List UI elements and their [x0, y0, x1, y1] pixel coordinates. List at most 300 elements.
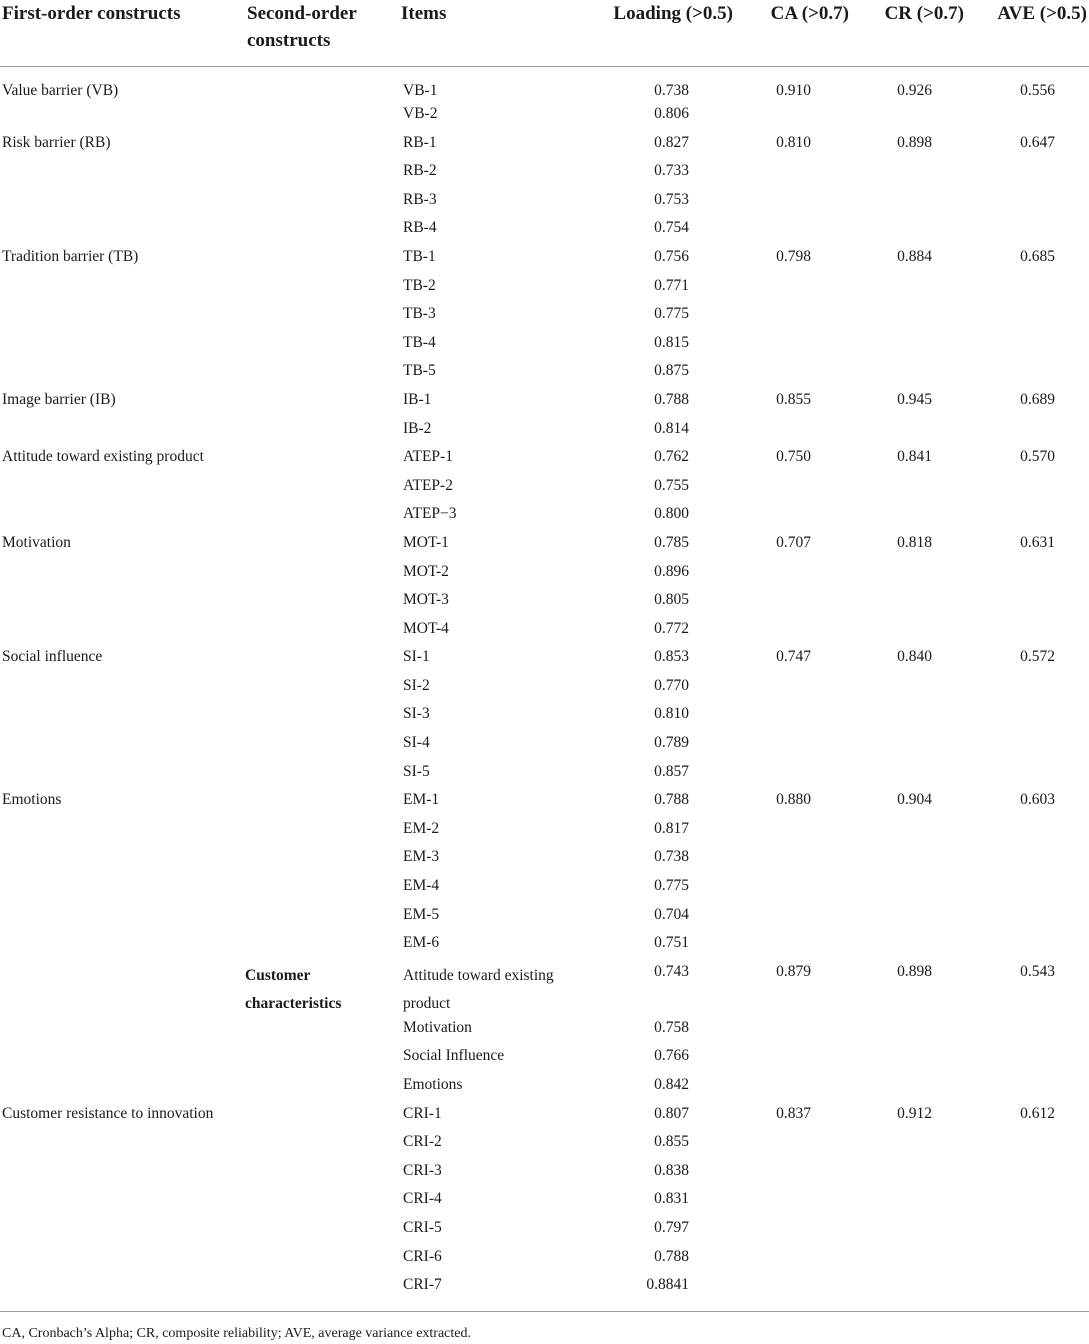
second-order-construct-cell	[245, 333, 399, 362]
table-row	[0, 1161, 1089, 1190]
item-cell: VB-1	[403, 81, 438, 99]
ca-cell: 0.880	[776, 791, 811, 809]
second-order-construct-cell	[245, 419, 399, 448]
header-row	[0, 0, 1089, 66]
cr-cell	[851, 676, 966, 705]
item-cell: ATEP−3	[403, 505, 457, 523]
ca-cell	[735, 504, 851, 533]
ca-cell	[735, 619, 851, 648]
cr-cell	[851, 1075, 966, 1104]
ave-cell	[966, 704, 1089, 733]
first-order-construct-cell: Emotions	[2, 791, 62, 809]
ave-cell	[966, 1075, 1089, 1104]
ca-cell	[735, 1275, 851, 1311]
ave-cell	[966, 676, 1089, 705]
item-cell: EM-6	[403, 934, 440, 952]
ca-cell	[735, 704, 851, 733]
loading-cell: 0.875	[654, 362, 689, 380]
ca-cell	[735, 361, 851, 390]
first-order-construct-cell	[0, 762, 245, 791]
ave-cell	[966, 218, 1089, 247]
table-row	[0, 619, 1089, 648]
loading-cell: 0.805	[654, 591, 689, 609]
header-loading: Loading (>0.5)	[569, 0, 735, 66]
ca-cell	[735, 419, 851, 448]
ca-cell	[735, 933, 851, 962]
item-cell: Emotions	[403, 1076, 463, 1093]
table-row	[0, 876, 1089, 905]
table-row	[0, 933, 1089, 962]
table-row	[0, 1075, 1089, 1104]
item-cell: EM-2	[403, 819, 440, 837]
first-order-construct-cell	[0, 933, 245, 962]
cr-cell	[851, 190, 966, 219]
loading-cell: 0.806	[654, 105, 689, 122]
ave-cell	[966, 1018, 1089, 1047]
ave-cell	[966, 905, 1089, 934]
second-order-construct-cell	[245, 733, 399, 762]
second-order-construct-cell: Customer characteristics	[245, 966, 342, 1012]
ca-cell	[735, 819, 851, 848]
cr-cell	[851, 1046, 966, 1075]
second-order-construct-cell	[245, 847, 399, 876]
ca-cell	[735, 276, 851, 305]
first-order-construct-cell	[0, 218, 245, 247]
table-row	[0, 476, 1089, 505]
cr-cell	[851, 704, 966, 733]
ave-cell	[966, 1189, 1089, 1218]
loading-cell: 0.800	[654, 505, 689, 523]
ca-cell: 0.910	[776, 81, 811, 99]
first-order-construct-cell	[0, 1189, 245, 1218]
cr-cell	[851, 276, 966, 305]
table-row	[0, 504, 1089, 533]
ave-cell	[966, 476, 1089, 505]
second-order-construct-cell	[245, 619, 399, 648]
ca-cell	[735, 190, 851, 219]
table-row	[0, 1218, 1089, 1247]
loading-cell: 0.8841	[569, 1275, 735, 1311]
item-cell: RB-1	[403, 133, 437, 151]
ca-cell: 0.750	[776, 448, 811, 466]
cr-cell: 0.898	[897, 962, 932, 980]
first-order-construct-cell	[0, 161, 245, 190]
cr-cell: 0.898	[897, 133, 932, 151]
loading-cell: 0.758	[654, 1018, 689, 1036]
first-order-construct-cell	[0, 562, 245, 591]
first-order-construct-cell	[0, 704, 245, 733]
second-order-construct-cell	[245, 876, 399, 905]
second-order-construct-cell	[245, 476, 399, 505]
ca-cell	[735, 733, 851, 762]
loading-cell: 0.771	[654, 276, 689, 294]
ca-cell	[735, 104, 851, 133]
loading-cell: 0.762	[654, 448, 689, 466]
second-order-construct-cell	[245, 1046, 399, 1075]
table-row	[0, 419, 1089, 448]
table-row	[0, 66, 1089, 104]
loading-cell: 0.775	[654, 877, 689, 895]
second-order-construct-cell	[245, 276, 399, 305]
ca-cell	[735, 905, 851, 934]
ave-cell	[966, 504, 1089, 533]
table-row	[0, 333, 1089, 362]
table-row	[0, 390, 1089, 419]
ca-cell	[735, 1018, 851, 1047]
second-order-construct-cell	[245, 819, 399, 848]
table-row	[0, 104, 1089, 133]
ave-cell	[966, 1161, 1089, 1190]
cr-cell	[851, 819, 966, 848]
first-order-construct-cell	[0, 504, 245, 533]
table-row	[0, 905, 1089, 934]
ave-cell: 0.543	[1020, 962, 1055, 980]
item-cell: TB-1	[403, 247, 436, 265]
item-cell: EM-5	[403, 905, 440, 923]
second-order-construct-cell	[245, 218, 399, 247]
table-row	[0, 1275, 1089, 1311]
ave-cell	[966, 104, 1089, 133]
table-row	[0, 533, 1089, 562]
item-cell: CRI-7	[399, 1275, 569, 1311]
second-order-construct-cell	[245, 1104, 399, 1133]
table-row	[0, 647, 1089, 676]
second-order-construct-cell	[245, 390, 399, 419]
loading-cell: 0.756	[654, 247, 689, 265]
cr-cell	[851, 361, 966, 390]
header-second-order: Second-order constructs	[245, 0, 399, 66]
first-order-construct-cell	[0, 876, 245, 905]
ca-cell	[735, 876, 851, 905]
item-cell: RB-3	[403, 190, 437, 208]
ca-cell: 0.855	[776, 390, 811, 408]
cr-cell	[851, 304, 966, 333]
ca-cell	[735, 1132, 851, 1161]
ave-cell	[966, 876, 1089, 905]
item-cell: TB-4	[403, 333, 436, 351]
ave-cell	[966, 1275, 1089, 1311]
ave-cell	[966, 819, 1089, 848]
loading-cell: 0.797	[654, 1218, 689, 1236]
table-row	[0, 161, 1089, 190]
cr-cell	[851, 562, 966, 591]
first-order-construct-cell	[0, 962, 245, 1018]
cr-cell	[851, 1275, 966, 1311]
cr-cell: 0.926	[897, 81, 932, 99]
first-order-construct-cell	[0, 819, 245, 848]
cr-cell	[851, 1247, 966, 1276]
loading-cell: 0.772	[654, 619, 689, 637]
table-row	[0, 676, 1089, 705]
item-cell: MOT-2	[403, 562, 449, 580]
first-order-construct-cell	[0, 1161, 245, 1190]
ca-cell	[735, 762, 851, 791]
second-order-construct-cell	[245, 1161, 399, 1190]
ca-cell	[735, 218, 851, 247]
ca-cell	[735, 1218, 851, 1247]
loading-cell: 0.738	[654, 848, 689, 866]
header-cr: CR (>0.7)	[851, 0, 966, 66]
table-row	[0, 447, 1089, 476]
cr-cell	[851, 1189, 966, 1218]
first-order-construct-cell	[0, 676, 245, 705]
loading-cell: 0.754	[654, 219, 689, 237]
second-order-construct-cell	[245, 104, 399, 133]
ave-cell	[966, 190, 1089, 219]
ave-cell	[966, 419, 1089, 448]
ca-cell	[735, 1075, 851, 1104]
item-cell: MOT-1	[403, 533, 449, 551]
ave-cell: 0.685	[1020, 247, 1055, 265]
cr-cell	[851, 619, 966, 648]
header-first-order: First-order constructs	[0, 0, 245, 66]
item-cell: MOT-4	[403, 619, 449, 637]
cr-cell	[851, 733, 966, 762]
item-cell: SI-4	[403, 734, 430, 752]
ave-cell	[966, 1247, 1089, 1276]
item-cell: ATEP-2	[403, 476, 453, 494]
first-order-construct-cell: Motivation	[2, 533, 71, 551]
ave-cell	[966, 1132, 1089, 1161]
ca-cell	[735, 1189, 851, 1218]
ave-cell: 0.631	[1020, 533, 1055, 551]
cr-cell: 0.840	[897, 648, 932, 666]
ave-cell	[966, 733, 1089, 762]
loading-cell: 0.751	[654, 934, 689, 952]
first-order-construct-cell	[0, 1275, 245, 1311]
second-order-construct-cell	[245, 647, 399, 676]
table-row	[0, 704, 1089, 733]
cr-cell: 0.904	[897, 791, 932, 809]
first-order-construct-cell	[0, 590, 245, 619]
first-order-construct-cell	[0, 733, 245, 762]
second-order-construct-cell	[245, 504, 399, 533]
second-order-construct-cell	[245, 1132, 399, 1161]
first-order-construct-cell: Tradition barrier (TB)	[2, 247, 139, 265]
loading-cell: 0.789	[654, 734, 689, 752]
first-order-construct-cell	[0, 1132, 245, 1161]
cr-cell: 0.841	[897, 448, 932, 466]
second-order-construct-cell	[245, 790, 399, 819]
table-row	[0, 361, 1089, 390]
cr-cell	[851, 333, 966, 362]
item-cell: Social Influence	[403, 1047, 505, 1065]
item-cell: CRI-6	[403, 1247, 442, 1265]
cr-cell	[851, 218, 966, 247]
loading-cell: 0.788	[654, 1247, 689, 1265]
cr-cell	[851, 104, 966, 133]
item-cell: SI-5	[403, 762, 430, 780]
cr-cell: 0.945	[897, 390, 932, 408]
table-row	[0, 190, 1089, 219]
loading-cell: 0.814	[654, 419, 689, 437]
ave-cell	[966, 933, 1089, 962]
first-order-construct-cell: Value barrier (VB)	[2, 81, 119, 99]
cr-cell	[851, 590, 966, 619]
ave-cell	[966, 1046, 1089, 1075]
first-order-construct-cell	[0, 276, 245, 305]
table-row	[0, 790, 1089, 819]
table-row	[0, 847, 1089, 876]
loading-cell: 0.855	[654, 1133, 689, 1151]
loading-cell: 0.770	[654, 676, 689, 694]
table-row	[0, 1132, 1089, 1161]
cr-cell	[851, 1132, 966, 1161]
second-order-construct-cell	[245, 590, 399, 619]
second-order-construct-cell	[245, 247, 399, 276]
item-cell: TB-3	[403, 305, 436, 323]
table-row	[0, 762, 1089, 791]
second-order-construct-cell	[245, 933, 399, 962]
loading-cell: 0.807	[654, 1104, 689, 1122]
loading-cell: 0.738	[654, 81, 689, 99]
first-order-construct-cell: Social influence	[2, 648, 103, 666]
ca-cell	[735, 590, 851, 619]
table-row	[0, 962, 1089, 1018]
table-row	[0, 562, 1089, 591]
ave-cell: 0.689	[1020, 390, 1055, 408]
first-order-construct-cell	[0, 619, 245, 648]
table-row	[0, 304, 1089, 333]
loading-cell: 0.810	[654, 705, 689, 723]
ca-cell	[735, 562, 851, 591]
ave-cell: 0.570	[1020, 448, 1055, 466]
second-order-construct-cell	[245, 676, 399, 705]
second-order-construct-cell	[245, 447, 399, 476]
second-order-construct-cell	[245, 161, 399, 190]
item-cell: VB-2	[403, 105, 438, 122]
item-cell: RB-2	[403, 162, 437, 180]
loading-cell: 0.788	[654, 390, 689, 408]
second-order-construct-cell	[245, 304, 399, 333]
first-order-construct-cell	[0, 190, 245, 219]
ave-cell	[966, 304, 1089, 333]
ca-cell: 0.798	[776, 247, 811, 265]
item-cell: MOT-3	[403, 591, 449, 609]
ca-cell: 0.879	[776, 962, 811, 980]
loading-cell: 0.733	[654, 162, 689, 180]
ca-cell	[735, 1161, 851, 1190]
second-order-construct-cell	[245, 1218, 399, 1247]
cr-cell	[851, 847, 966, 876]
item-cell: CRI-4	[403, 1190, 442, 1208]
second-order-construct-cell	[245, 905, 399, 934]
first-order-construct-cell	[0, 476, 245, 505]
first-order-construct-cell	[0, 304, 245, 333]
table-row	[0, 1018, 1089, 1047]
loading-cell: 0.838	[654, 1161, 689, 1179]
second-order-construct-cell	[245, 66, 399, 104]
item-cell: CRI-5	[403, 1218, 442, 1236]
ave-cell	[966, 619, 1089, 648]
ca-cell: 0.747	[776, 648, 811, 666]
loading-cell: 0.788	[654, 791, 689, 809]
second-order-construct-cell	[245, 1275, 399, 1311]
item-cell: Attitude toward existing product	[403, 966, 554, 1012]
ave-cell	[966, 847, 1089, 876]
first-order-construct-cell	[0, 1018, 245, 1047]
item-cell: RB-4	[403, 219, 437, 237]
cr-cell	[851, 876, 966, 905]
cr-cell	[851, 476, 966, 505]
item-cell: EM-3	[403, 848, 440, 866]
header-items: Items	[399, 0, 569, 66]
loading-cell: 0.775	[654, 305, 689, 323]
first-order-construct-cell	[0, 905, 245, 934]
ave-cell	[966, 276, 1089, 305]
ca-cell	[735, 333, 851, 362]
second-order-construct-cell	[245, 562, 399, 591]
cr-cell: 0.818	[897, 533, 932, 551]
first-order-construct-cell	[0, 333, 245, 362]
ave-cell	[966, 161, 1089, 190]
loading-cell: 0.853	[654, 648, 689, 666]
second-order-construct-cell	[245, 133, 399, 162]
first-order-construct-cell	[0, 1046, 245, 1075]
loading-cell: 0.743	[654, 962, 689, 980]
cr-cell	[851, 762, 966, 791]
second-order-construct-cell	[245, 1018, 399, 1047]
table-row	[0, 1189, 1089, 1218]
ca-cell	[735, 476, 851, 505]
ave-cell	[966, 762, 1089, 791]
header-ave: AVE (>0.5)	[966, 0, 1089, 66]
ave-cell: 0.647	[1020, 133, 1055, 151]
second-order-construct-cell	[245, 533, 399, 562]
ave-cell	[966, 562, 1089, 591]
first-order-construct-cell	[0, 419, 245, 448]
item-cell: CRI-3	[403, 1161, 442, 1179]
cr-cell	[851, 419, 966, 448]
cr-cell: 0.884	[897, 247, 932, 265]
cr-cell	[851, 161, 966, 190]
ave-cell: 0.603	[1020, 791, 1055, 809]
cr-cell	[851, 1218, 966, 1247]
second-order-construct-cell	[245, 190, 399, 219]
table-row	[0, 819, 1089, 848]
table-footnote: CA, Cronbach’s Alpha; CR, composite reliability; AVE, average variance extracted.	[2, 1326, 471, 1341]
ca-cell	[735, 1046, 851, 1075]
table-row	[0, 276, 1089, 305]
header-ca: CA (>0.7)	[735, 0, 851, 66]
cr-cell	[851, 504, 966, 533]
loading-cell: 0.857	[654, 762, 689, 780]
ca-cell	[735, 676, 851, 705]
first-order-construct-cell	[0, 104, 245, 133]
first-order-construct-cell	[0, 1075, 245, 1104]
first-order-construct-cell	[0, 847, 245, 876]
loading-cell: 0.817	[654, 819, 689, 837]
table-row	[0, 733, 1089, 762]
ave-cell: 0.612	[1020, 1104, 1055, 1122]
item-cell: Motivation	[403, 1018, 472, 1036]
ca-cell	[735, 1247, 851, 1276]
ca-cell: 0.837	[776, 1104, 811, 1122]
first-order-construct-cell: Risk barrier (RB)	[2, 133, 111, 151]
item-cell: SI-3	[403, 705, 430, 723]
item-cell: SI-1	[403, 648, 430, 666]
ave-cell: 0.556	[1020, 81, 1055, 99]
first-order-construct-cell	[0, 361, 245, 390]
ave-cell	[966, 333, 1089, 362]
item-cell: CRI-1	[403, 1104, 442, 1122]
first-order-construct-cell: Attitude toward existing product	[2, 448, 204, 466]
loading-cell: 0.753	[654, 190, 689, 208]
ave-cell	[966, 361, 1089, 390]
item-cell: CRI-2	[403, 1133, 442, 1151]
first-order-construct-cell: Customer resistance to innovation	[2, 1104, 214, 1122]
ca-cell	[735, 161, 851, 190]
